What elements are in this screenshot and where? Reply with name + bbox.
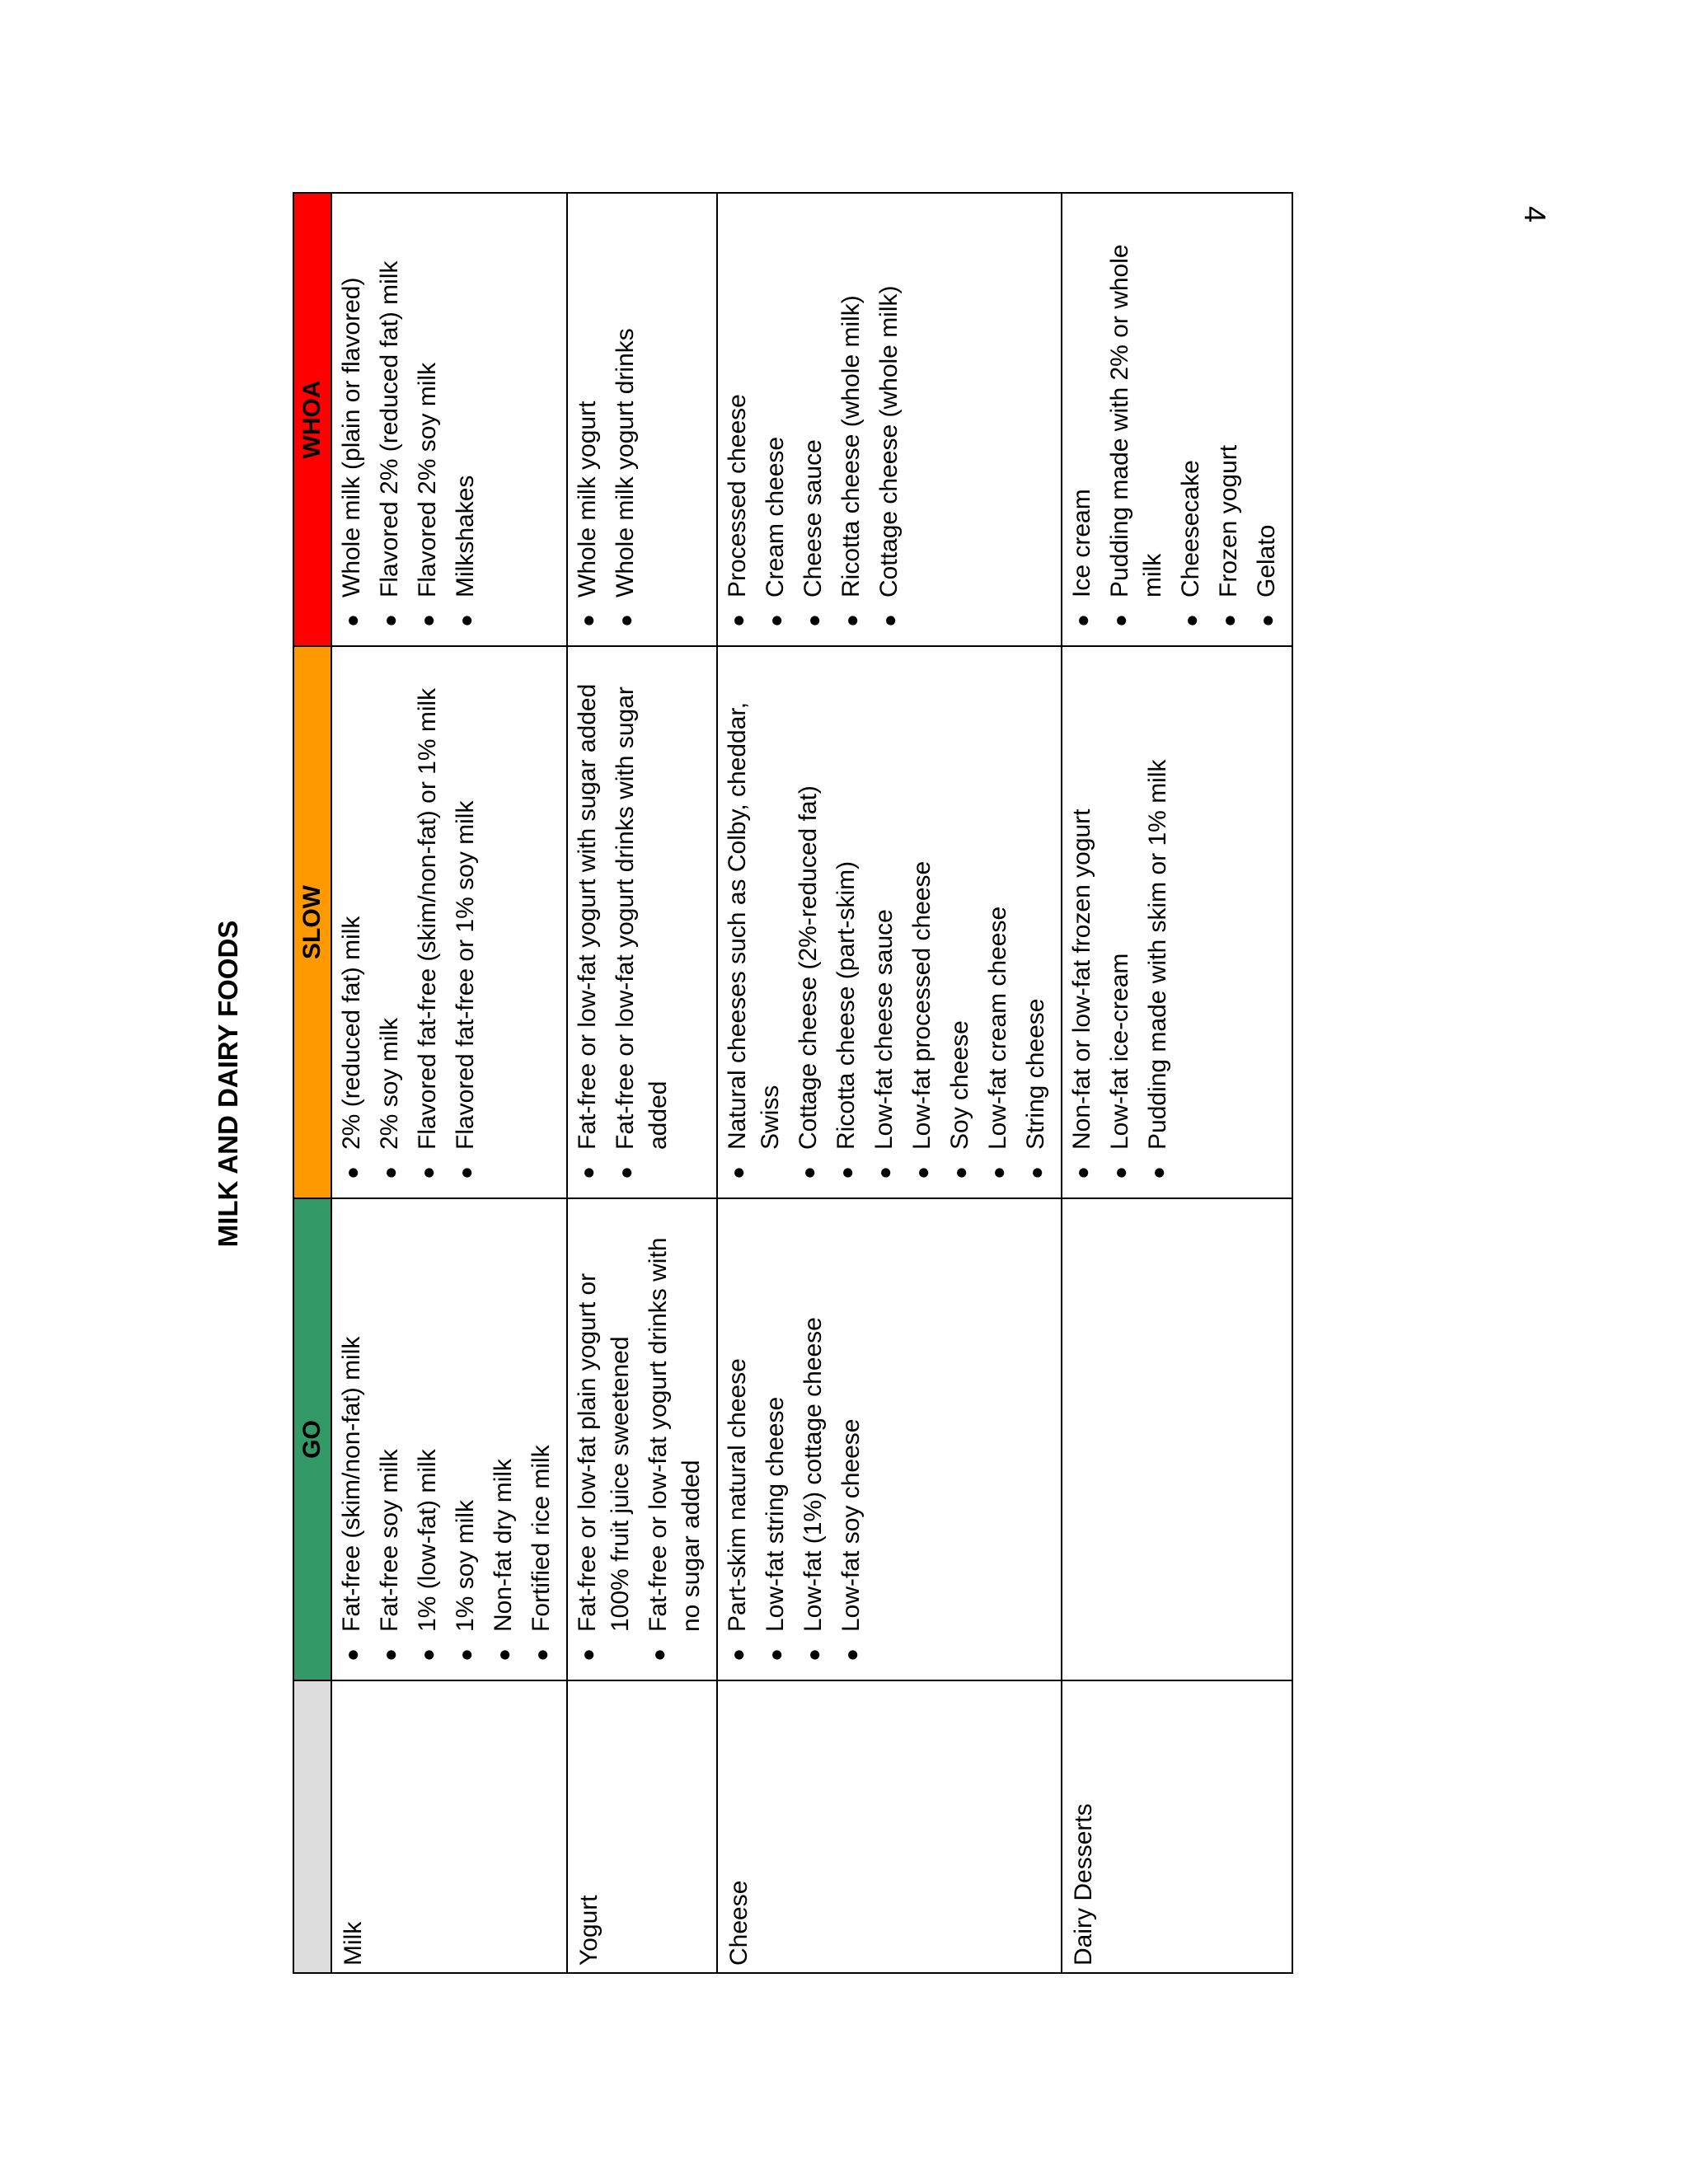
header-category-cell: [293, 1680, 331, 1973]
category-cell: Milk: [331, 1680, 567, 1973]
list-item: [642, 1204, 708, 1680]
list-item: [721, 1204, 754, 1680]
whoa-cell: [331, 193, 567, 646]
list-item-text: Frozen yogurt: [1215, 444, 1242, 598]
go-cell: [717, 1198, 1062, 1680]
bullet-icon: ●: [796, 1166, 821, 1179]
bullet-icon: ●: [1146, 1166, 1170, 1179]
header-go: GO: [293, 1198, 331, 1680]
bullet-icon: ●: [986, 1166, 1010, 1179]
list-item: [449, 652, 482, 1197]
list-item: [982, 652, 1015, 1197]
list-item: [906, 652, 939, 1197]
list-item: [335, 652, 368, 1197]
slow-cell: [331, 646, 567, 1198]
list-item: [1212, 199, 1245, 645]
page-title: MILK AND DAIRY FOODS: [213, 920, 243, 1248]
table-row-milk: [331, 193, 567, 1973]
list-item-text: Part-skim natural cheese: [724, 1358, 751, 1632]
list-item: [1250, 199, 1283, 645]
bullet-icon: ●: [453, 614, 478, 627]
bullet-icon: ●: [529, 1648, 554, 1661]
slow-cell: [717, 646, 1062, 1198]
go-list: [721, 1204, 868, 1680]
list-item-text: Ricotta cheese (whole milk): [837, 295, 865, 598]
list-item-text: Flavored fat-free (skim/non-fat) or 1% milk: [414, 687, 441, 1150]
list-item: [868, 652, 901, 1197]
list-item-text: Low-fat cheese sauce: [870, 909, 898, 1150]
list-item: [759, 1204, 792, 1680]
list-item: [525, 1204, 558, 1680]
list-item-text: 1% soy milk: [452, 1499, 479, 1632]
bullet-icon: ●: [877, 614, 902, 627]
table-row-cheese: [717, 193, 1062, 1973]
bullet-icon: ●: [801, 1648, 826, 1661]
list-item-text: Flavored fat-free or 1% soy milk: [452, 800, 479, 1150]
list-item-text: Milkshakes: [452, 475, 479, 598]
list-item-text: Non-fat or low-fat frozen yogurt: [1068, 808, 1095, 1150]
category-cell: Yogurt: [567, 1680, 717, 1973]
go-cell: [567, 1198, 717, 1680]
bullet-icon: ●: [453, 1648, 478, 1661]
list-item-text: Low-fat processed cheese: [908, 860, 935, 1150]
list-item: [835, 1204, 868, 1680]
whoa-list: [335, 199, 482, 645]
bullet-icon: ●: [1070, 1166, 1095, 1179]
list-item: [449, 199, 482, 645]
whoa-cell: [567, 193, 717, 646]
slow-cell: [1062, 646, 1292, 1198]
bullet-icon: ●: [377, 1648, 402, 1661]
bullet-icon: ●: [613, 1166, 638, 1179]
list-item-text: Fat-free or low-fat yogurt with sugar added: [574, 683, 601, 1150]
list-item: [335, 1204, 368, 1680]
list-item: [721, 199, 754, 645]
list-item: [335, 199, 368, 645]
bullet-icon: ●: [725, 1648, 750, 1661]
list-item: [759, 199, 792, 645]
list-item: [1104, 652, 1137, 1197]
list-item-text: Flavored 2% (reduced fat) milk: [376, 260, 403, 598]
category-cell: Dairy Desserts: [1062, 1680, 1292, 1973]
list-item: [797, 1204, 830, 1680]
bullet-icon: ●: [491, 1648, 516, 1661]
go-cell: [331, 1198, 567, 1680]
slow-cell: [567, 646, 717, 1198]
bullet-icon: ●: [453, 1166, 478, 1179]
list-item-text: Cheese sauce: [799, 439, 827, 598]
list-item: [1066, 199, 1099, 645]
bullet-icon: ●: [377, 1166, 402, 1179]
list-item: [411, 1204, 444, 1680]
bullet-icon: ●: [1108, 614, 1132, 627]
list-item-text: Cottage cheese (2%-reduced fat): [795, 785, 822, 1150]
list-item-text: Ricotta cheese (part-skim): [832, 860, 860, 1150]
bullet-icon: ●: [415, 1166, 440, 1179]
slow-list: [335, 652, 482, 1197]
whoa-list: [571, 199, 642, 645]
list-item-text: Low-fat (1%) cottage cheese: [799, 1317, 827, 1632]
list-item: [873, 199, 906, 645]
list-item-text: 2% (reduced fat) milk: [338, 916, 365, 1150]
bullet-icon: ●: [839, 1648, 864, 1661]
header-whoa: WHOA: [293, 193, 331, 646]
list-item-text: Pudding made with skim or 1% milk: [1144, 759, 1171, 1150]
bullet-icon: ●: [1217, 614, 1241, 627]
bullet-icon: ●: [377, 614, 402, 627]
bullet-icon: ●: [725, 1166, 750, 1179]
bullet-icon: ●: [872, 1166, 897, 1179]
list-item: [792, 652, 825, 1197]
list-item-text: Pudding made with 2% or whole milk: [1106, 244, 1166, 598]
slow-list: [571, 652, 675, 1197]
list-item-text: Fat-free or low-fat yogurt drinks with no sugar added: [645, 1237, 705, 1632]
list-item: [1142, 652, 1175, 1197]
list-item: [830, 652, 863, 1197]
bullet-icon: ●: [948, 1166, 973, 1179]
go-list: [335, 1204, 558, 1680]
table-row-dairy-desserts: [1062, 193, 1292, 1973]
bullet-icon: ●: [834, 1166, 859, 1179]
list-item-text: Cheesecake: [1177, 460, 1204, 598]
list-item-text: Whole milk yogurt drinks: [612, 328, 639, 598]
slow-list: [1066, 652, 1175, 1197]
bullet-icon: ●: [1254, 614, 1279, 627]
list-item-text: Fat-free or low-fat yogurt drinks with sugar added: [612, 687, 672, 1150]
table-row-yogurt: [567, 193, 717, 1973]
bullet-icon: ●: [1108, 1166, 1132, 1179]
bullet-icon: ●: [340, 614, 364, 627]
list-item: [571, 199, 604, 645]
list-item-text: Low-fat cream cheese: [984, 906, 1011, 1150]
bullet-icon: ●: [646, 1648, 671, 1661]
whoa-list: [1066, 199, 1283, 645]
list-item-text: Processed cheese: [724, 394, 751, 598]
list-item-text: Fat-free soy milk: [376, 1449, 403, 1632]
rotated-page-content: [213, 194, 1280, 1974]
bullet-icon: ●: [1070, 614, 1095, 627]
list-item-text: Soy cheese: [946, 1020, 973, 1150]
bullet-icon: ●: [1024, 1166, 1048, 1179]
bullet-icon: ●: [725, 614, 750, 627]
bullet-icon: ●: [575, 614, 600, 627]
list-item-text: 1% (low-fat) milk: [414, 1449, 441, 1632]
list-item: [373, 1204, 406, 1680]
list-item-text: Fortified rice milk: [528, 1445, 555, 1632]
list-item: [411, 652, 444, 1197]
bullet-icon: ●: [763, 614, 788, 627]
list-item: [373, 199, 406, 645]
bullet-icon: ●: [763, 1648, 788, 1661]
bullet-icon: ●: [575, 1166, 600, 1179]
list-item-text: Cream cheese: [762, 436, 789, 598]
list-item: [571, 1204, 637, 1680]
list-item-text: Low-fat soy cheese: [837, 1418, 865, 1632]
bullet-icon: ●: [340, 1648, 364, 1661]
bullet-icon: ●: [613, 614, 638, 627]
whoa-cell: [1062, 193, 1292, 646]
list-item: [487, 1204, 520, 1680]
whoa-list: [721, 199, 906, 645]
category-cell: Cheese: [717, 1680, 1062, 1973]
list-item: [609, 199, 642, 645]
list-item: [1020, 652, 1053, 1197]
bullet-icon: ●: [839, 614, 864, 627]
list-item: [449, 1204, 482, 1680]
list-item: [721, 652, 787, 1197]
list-item-text: Cottage cheese (whole milk): [875, 285, 903, 598]
list-item-text: Natural cheeses such as Colby, cheddar, Swiss: [724, 701, 784, 1150]
list-item-text: 2% soy milk: [376, 1017, 403, 1150]
list-item: [835, 199, 868, 645]
bullet-icon: ●: [415, 614, 440, 627]
go-list: [571, 1204, 708, 1680]
list-item: [944, 652, 977, 1197]
list-item-text: Whole milk yogurt: [574, 401, 601, 598]
list-item-text: Non-fat dry milk: [490, 1458, 517, 1632]
list-item: [1104, 199, 1170, 645]
list-item-text: Low-fat ice-cream: [1106, 953, 1133, 1150]
dairy-foods-table: [293, 192, 1293, 1974]
page-number: 4: [1518, 205, 1552, 223]
bullet-icon: ●: [415, 1648, 440, 1661]
bullet-icon: ●: [910, 1166, 935, 1179]
slow-list: [721, 652, 1053, 1197]
list-item-text: Fat-free (skim/non-fat) milk: [338, 1336, 365, 1632]
list-item-text: Low-fat string cheese: [762, 1396, 789, 1632]
whoa-cell: [717, 193, 1062, 646]
list-item-text: Flavored 2% soy milk: [414, 362, 441, 598]
list-item: [373, 652, 406, 1197]
list-item-text: Ice cream: [1068, 489, 1095, 598]
list-item-text: Whole milk (plain or flavored): [338, 277, 365, 598]
list-item: [797, 199, 830, 645]
list-item: [1175, 199, 1207, 645]
list-item: [411, 199, 444, 645]
list-item-text: String cheese: [1022, 998, 1049, 1150]
go-cell: [1062, 1198, 1292, 1680]
table-header-row: [293, 193, 331, 1973]
list-item: [1066, 652, 1099, 1197]
bullet-icon: ●: [1179, 614, 1203, 627]
bullet-icon: ●: [575, 1648, 600, 1661]
header-slow: SLOW: [293, 646, 331, 1198]
bullet-icon: ●: [801, 614, 826, 627]
list-item-text: Fat-free or low-fat plain yogurt or 100% fruit juice sweetened: [574, 1272, 634, 1632]
list-item-text: Gelato: [1253, 524, 1280, 598]
list-item: [571, 652, 604, 1197]
bullet-icon: ●: [340, 1166, 364, 1179]
list-item: [609, 652, 675, 1197]
